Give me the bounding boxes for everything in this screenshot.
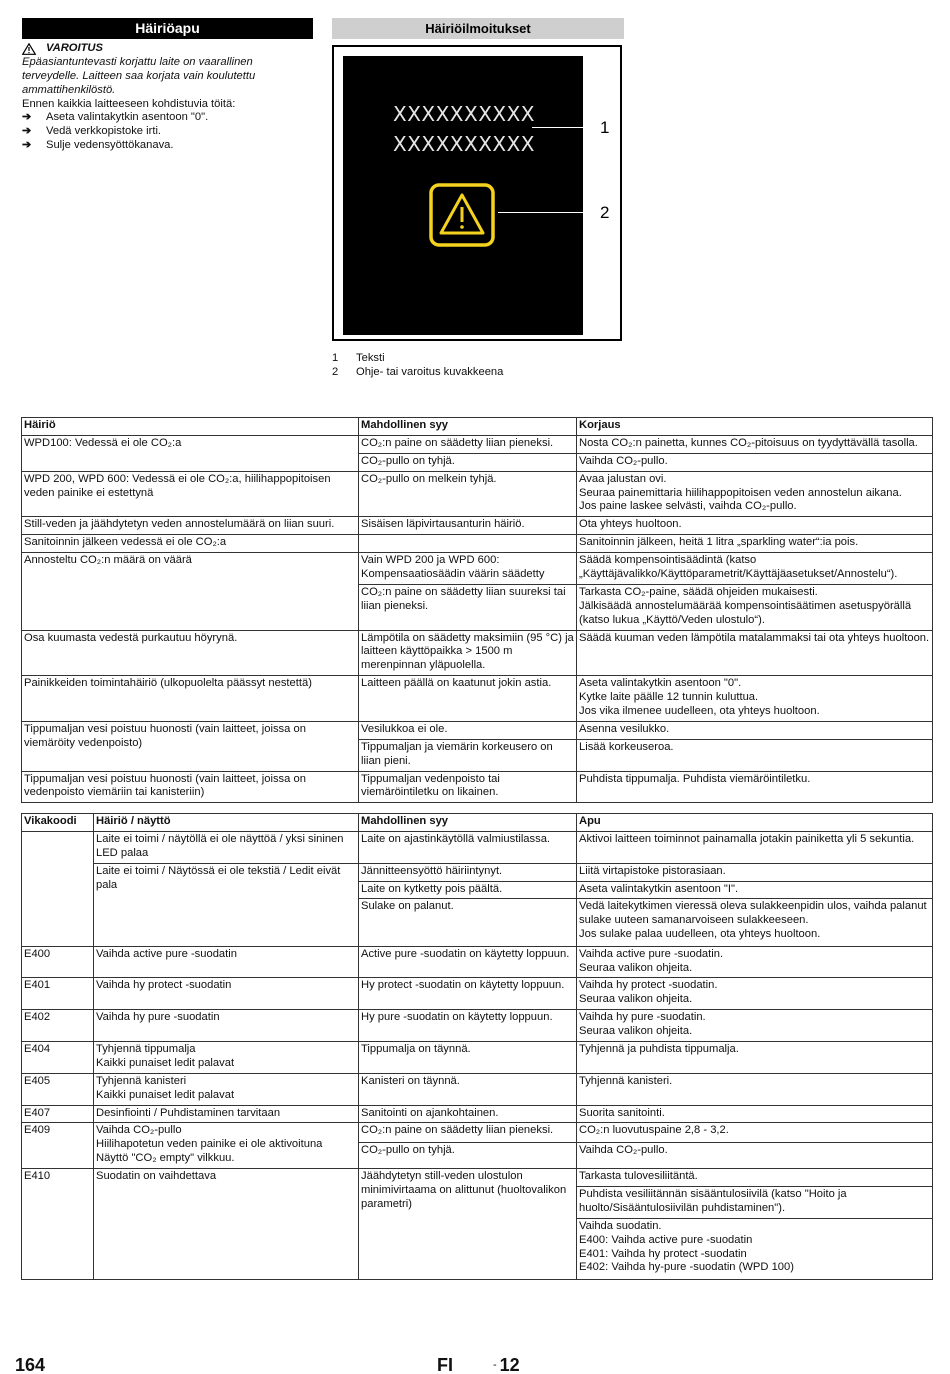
fix-line: Avaa jalustan ovi. — [579, 472, 667, 485]
cause-cell: Jännitteensyöttö häiriintynyt. — [359, 863, 577, 881]
code-cell: E401 — [22, 978, 94, 1010]
fix-cell — [577, 1218, 933, 1280]
cause-cell: Tippumalja on täynnä. — [359, 1041, 577, 1073]
display-line: Kaikki punaiset ledit palavat — [96, 1056, 235, 1069]
display-cell: Suodatin on vaihdettava — [94, 1169, 359, 1280]
page-number: 164 — [15, 1355, 46, 1374]
cause-cell: CO₂-pullo on melkein tyhjä. — [359, 471, 577, 517]
table-row — [22, 721, 933, 739]
code-cell: E405 — [22, 1073, 94, 1105]
column-header: Apu — [577, 814, 933, 832]
column-header: Mahdollinen syy — [359, 814, 577, 832]
fault-cell: Tippumaljan vesi poistuu huonosti (vain laitteet, joissa on vedenpoisto viemäriin tai kanisteriin) — [22, 771, 359, 803]
cause-cell: Vain WPD 200 ja WPD 600: Kompensaatiosäädin väärin säädetty — [359, 553, 577, 585]
fix-cell: Vaihda CO₂-pullo. — [577, 453, 933, 471]
cause-cell: CO₂:n paine on säädetty liian pieneksi. — [359, 435, 577, 453]
step-text: Vedä verkkopistoke irti. — [46, 125, 162, 138]
fix-line: Aseta valintakytkin asentoon "0". — [579, 677, 742, 690]
code-cell: E409 — [22, 1123, 94, 1169]
table-row — [22, 863, 933, 881]
display-cell: Vaihda active pure -suodatin — [94, 946, 359, 978]
fix-cell — [577, 676, 933, 722]
display-cell — [94, 1123, 359, 1169]
cause-cell: Tippumaljan vedenpoisto tai viemäröintiletku on likainen. — [359, 771, 577, 803]
code-cell: E400 — [22, 946, 94, 978]
code-cell: E402 — [22, 1010, 94, 1042]
step-item — [22, 125, 313, 139]
column-header: Häiriö / näyttö — [94, 814, 359, 832]
cause-cell: Sanitointi on ajankohtainen. — [359, 1105, 577, 1123]
fix-line: Jos vika ilmenee uudelleen, ota yhteys huoltoon. — [579, 705, 820, 718]
cause-cell: Laitteen päällä on kaatunut jokin astia. — [359, 676, 577, 722]
table-row — [22, 1105, 933, 1123]
cause-cell: Laite on kytketty pois päältä. — [359, 881, 577, 899]
fix-cell: Tyhjennä kanisteri. — [577, 1073, 933, 1105]
dash: - — [493, 1359, 497, 1371]
fault-table — [21, 417, 933, 803]
cause-cell: Lämpötila on säädetty maksimiin (95 °C) ja laitteen käyttöpaikka > 1500 m merenpinnan yläpuolella. — [359, 630, 577, 676]
fix-cell: Säädä kuuman veden lämpötila matalammaksi tai ota yhteys huoltoon. — [577, 630, 933, 676]
section-title-error-messages: Häiriöilmoitukset — [332, 18, 624, 39]
table-row — [22, 1041, 933, 1073]
fix-cell: Suorita sanitointi. — [577, 1105, 933, 1123]
fix-line: Vaihda hy protect -suodatin. — [579, 979, 718, 992]
fix-line: Jälkisäädä annostelumäärää kompensointisäätimen asetuspyörällä (katso lukua „Käyttö/Veden ulostulo“). — [579, 599, 912, 626]
safety-notice — [22, 42, 313, 153]
fix-cell: CO₂:n luovutuspaine 2,8 - 3,2. — [577, 1123, 933, 1143]
fix-line: Seuraa valikon ohjeita. — [579, 993, 693, 1006]
cause-cell: Active pure -suodatin on käytetty loppuun. — [359, 946, 577, 978]
cause-cell: Hy pure -suodatin on käytetty loppuun. — [359, 1010, 577, 1042]
fix-line: E400: Vaihda active pure -suodatin — [579, 1233, 753, 1246]
step-text: Aseta valintakytkin asentoon "0". — [46, 111, 209, 124]
section-title-troubleshooting: Häiriöapu — [22, 18, 313, 39]
cause-cell: Jäähdytetyn still-veden ulostulon minimivirtaama on alittunut (huoltovalikon parametri) — [359, 1169, 577, 1280]
callout-number-2: 2 — [600, 203, 610, 222]
right-arrow-icon: ➔ — [22, 111, 32, 124]
warning-label: VAROITUS — [46, 42, 103, 54]
code-cell: E410 — [22, 1169, 94, 1280]
display-cell: Desinfiointi / Puhdistaminen tarvitaan — [94, 1105, 359, 1123]
table-row — [22, 676, 933, 722]
fix-cell: Lisää korkeuseroa. — [577, 739, 933, 771]
table-row — [22, 1010, 933, 1042]
cause-cell: Sisäisen läpivirtausanturin häiriö. — [359, 517, 577, 535]
error-code-table — [21, 813, 933, 1280]
cause-cell: CO₂:n paine on säädetty liian suureksi tai liian pieneksi. — [359, 584, 577, 630]
fix-line: E402: Vaihda hy-pure -suodatin (WPD 100) — [579, 1261, 794, 1274]
callout-line-1 — [532, 127, 594, 128]
fix-line: Vaihda active pure -suodatin. — [579, 947, 724, 960]
figure-legend — [332, 352, 632, 380]
cause-cell: CO₂-pullo on tyhjä. — [359, 453, 577, 471]
fix-cell — [577, 471, 933, 517]
warning-sign-icon — [428, 182, 496, 248]
fix-line: Kytke laite päälle 12 tunnin kuluttua. — [579, 691, 759, 704]
cause-cell — [359, 535, 577, 553]
cause-cell: Laite on ajastinkäytöllä valmiustilassa. — [359, 831, 577, 863]
table-header-row — [22, 814, 933, 832]
table-row — [22, 517, 933, 535]
fault-cell: WPD 200, WPD 600: Vedessä ei ole CO₂:a, hiilihappopitoisen veden painike ei estettynä — [22, 471, 359, 517]
legend-item — [332, 352, 632, 366]
cause-cell: CO₂-pullo on tyhjä. — [359, 1143, 577, 1169]
display-cell: Vaihda hy pure -suodatin — [94, 1010, 359, 1042]
fix-cell: Ota yhteys huoltoon. — [577, 517, 933, 535]
step-text: Sulje vedensyöttökanava. — [46, 139, 174, 152]
column-header: Häiriö — [22, 418, 359, 436]
fix-cell: Nosta CO₂:n painetta, kunnes CO₂-pitoisuus on tyydyttävällä tasolla. — [577, 435, 933, 453]
table-row — [22, 946, 933, 978]
fix-cell: Puhdista vesiliitännän sisääntulosiivilä (katso "Hoito ja huolto/Sisääntulosiivilän puhdistaminen"). — [577, 1186, 933, 1218]
fix-line: Seuraa valikon ohjeita. — [579, 961, 693, 974]
legend-text: Teksti — [356, 352, 385, 364]
table-row — [22, 630, 933, 676]
code-cell — [22, 831, 94, 946]
fix-cell — [577, 978, 933, 1010]
table-row — [22, 771, 933, 803]
intro-text: Ennen kaikkia laitteeseen kohdistuvia töitä: — [22, 97, 236, 110]
cause-cell: Sulake on palanut. — [359, 899, 577, 946]
table-row — [22, 1073, 933, 1105]
cause-cell: Kanisteri on täynnä. — [359, 1073, 577, 1105]
fix-cell — [577, 946, 933, 978]
legend-text: Ohje- tai varoitus kuvakkeena — [356, 365, 504, 378]
fault-cell: Osa kuumasta vedestä purkautuu höyrynä. — [22, 630, 359, 676]
fix-cell — [577, 1010, 933, 1042]
display-line: Tyhjennä tippumalja — [96, 1042, 196, 1055]
display-line: Kaikki punaiset ledit palavat — [96, 1088, 235, 1101]
cause-cell: Tippumaljan ja viemärin korkeusero on liian pieni. — [359, 739, 577, 771]
column-header: Mahdollinen syy — [359, 418, 577, 436]
display-line: Tyhjennä kanisteri — [96, 1074, 187, 1087]
fix-cell: Tyhjennä ja puhdista tippumalja. — [577, 1041, 933, 1073]
fix-line: Tarkasta CO₂-paine, säädä ohjeiden mukaisesti. — [579, 585, 818, 598]
display-cell: Laite ei toimi / näytöllä ei ole näyttöä / yksi sininen LED palaa — [94, 831, 359, 863]
fix-cell — [577, 899, 933, 944]
screen-text-line: XXXXXXXXXX — [393, 132, 536, 156]
fix-line: Jos sulake palaa uudelleen, ota yhteys huoltoon. — [579, 928, 821, 941]
section-page-number — [493, 1354, 520, 1374]
device-screen — [343, 56, 583, 335]
fault-cell: Sanitoinnin jälkeen vedessä ei ole CO₂:a — [22, 535, 359, 553]
fault-cell: Painikkeiden toimintahäiriö (ulkopuolelta päässyt nestettä) — [22, 676, 359, 722]
warning-heading — [22, 42, 313, 56]
fix-cell: Säädä kompensointisäädintä (katso „Käyttäjävalikko/Käyttöparametrit/Käyttäjäasetukset/Annostelu“). — [577, 553, 933, 585]
fix-line: Vaihda hy pure -suodatin. — [579, 1011, 706, 1024]
table-row — [22, 471, 933, 517]
cause-cell: CO₂:n paine on säädetty liian pieneksi. — [359, 1123, 577, 1143]
fix-line: Seuraa painemittaria hiilihappopitoisen veden annostelun aikana. — [579, 486, 902, 499]
fix-cell: Asenna vesilukko. — [577, 721, 933, 739]
fix-cell: Puhdista tippumalja. Puhdista viemäröintiletku. — [577, 771, 933, 803]
table-row — [22, 1123, 933, 1143]
display-line: Hiilihapotetun veden painike ei ole aktivoituna — [96, 1138, 323, 1151]
fix-line: E401: Vaihda hy protect -suodatin — [579, 1247, 747, 1260]
fix-cell: Liitä virtapistoke pistorasiaan. — [577, 863, 933, 881]
fix-cell: Aktivoi laitteen toiminnot painamalla jotakin painiketta yli 5 sekuntia. — [577, 831, 933, 863]
step-item — [22, 111, 313, 125]
fix-line: Vedä laitekytkimen vieressä oleva sulakkeenpidin ulos, vaihda palanut sulake uuteen samanarvoiseen sulakkeeseen. — [579, 900, 927, 927]
step-item — [22, 139, 313, 153]
legend-number: 2 — [332, 365, 339, 378]
fix-cell: Sanitoinnin jälkeen, heitä 1 litra „sparkling water“:ia pois. — [577, 535, 933, 553]
fix-line: Seuraa valikon ohjeita. — [579, 1025, 693, 1038]
right-arrow-icon: ➔ — [22, 139, 32, 152]
display-line: Vaihda CO₂-pullo — [96, 1124, 182, 1137]
callout-number-1: 1 — [600, 118, 610, 137]
table-row — [22, 1169, 933, 1187]
fix-line: Vaihda suodatin. — [579, 1219, 662, 1232]
table-row — [22, 553, 933, 585]
callout-line-2 — [498, 212, 594, 213]
fix-cell: Tarkasta tulovesiliitäntä. — [577, 1169, 933, 1187]
legend-item — [332, 366, 632, 380]
table-header-row — [22, 418, 933, 436]
legend-number: 1 — [332, 352, 339, 364]
fix-cell: Aseta valintakytkin asentoon "I". — [577, 881, 933, 899]
warning-text: Epäasiantuntevasti korjattu laite on vaarallinen terveydelle. Laitteen saa korjata vain koulutettu ammattihenkilöstö. — [22, 55, 256, 96]
fault-cell: Still-veden ja jäähdytetyn veden annostelumäärä on liian suuri. — [22, 517, 359, 535]
fault-cell: Tippumaljan vesi poistuu huonosti (vain laitteet, joissa on viemäröity vedenpoisto) — [22, 721, 359, 771]
fault-cell: WPD100: Vedessä ei ole CO₂:a — [22, 435, 359, 471]
right-arrow-icon: ➔ — [22, 125, 32, 138]
display-figure — [332, 45, 622, 341]
section-page: 12 — [499, 1355, 520, 1374]
display-cell: Vaihda hy protect -suodatin — [94, 978, 359, 1010]
code-cell: E404 — [22, 1041, 94, 1073]
column-header: Vikakoodi — [22, 814, 94, 832]
table-row — [22, 978, 933, 1010]
cause-cell: Hy protect -suodatin on käytetty loppuun. — [359, 978, 577, 1010]
fix-cell — [577, 584, 933, 630]
table-row — [22, 831, 933, 863]
cause-cell: Vesilukkoa ei ole. — [359, 721, 577, 739]
display-line: Näyttö "CO₂ empty" vilkkuu. — [96, 1152, 235, 1165]
column-header: Korjaus — [577, 418, 933, 436]
fix-line: Jos paine laskee selvästi, vaihda CO₂-pullo. — [579, 500, 797, 513]
warning-triangle-icon — [22, 43, 36, 55]
display-cell — [94, 1073, 359, 1105]
screen-text-line: XXXXXXXXXX — [393, 102, 536, 126]
display-cell: Laite ei toimi / Näytössä ei ole tekstiä / Ledit eivät pala — [94, 863, 359, 946]
language-code: FI — [437, 1355, 453, 1374]
fault-cell: Annosteltu CO₂:n määrä on väärä — [22, 553, 359, 630]
display-cell — [94, 1041, 359, 1073]
table-row — [22, 535, 933, 553]
code-cell: E407 — [22, 1105, 94, 1123]
fix-cell: Vaihda CO₂-pullo. — [577, 1143, 933, 1169]
table-row — [22, 435, 933, 453]
